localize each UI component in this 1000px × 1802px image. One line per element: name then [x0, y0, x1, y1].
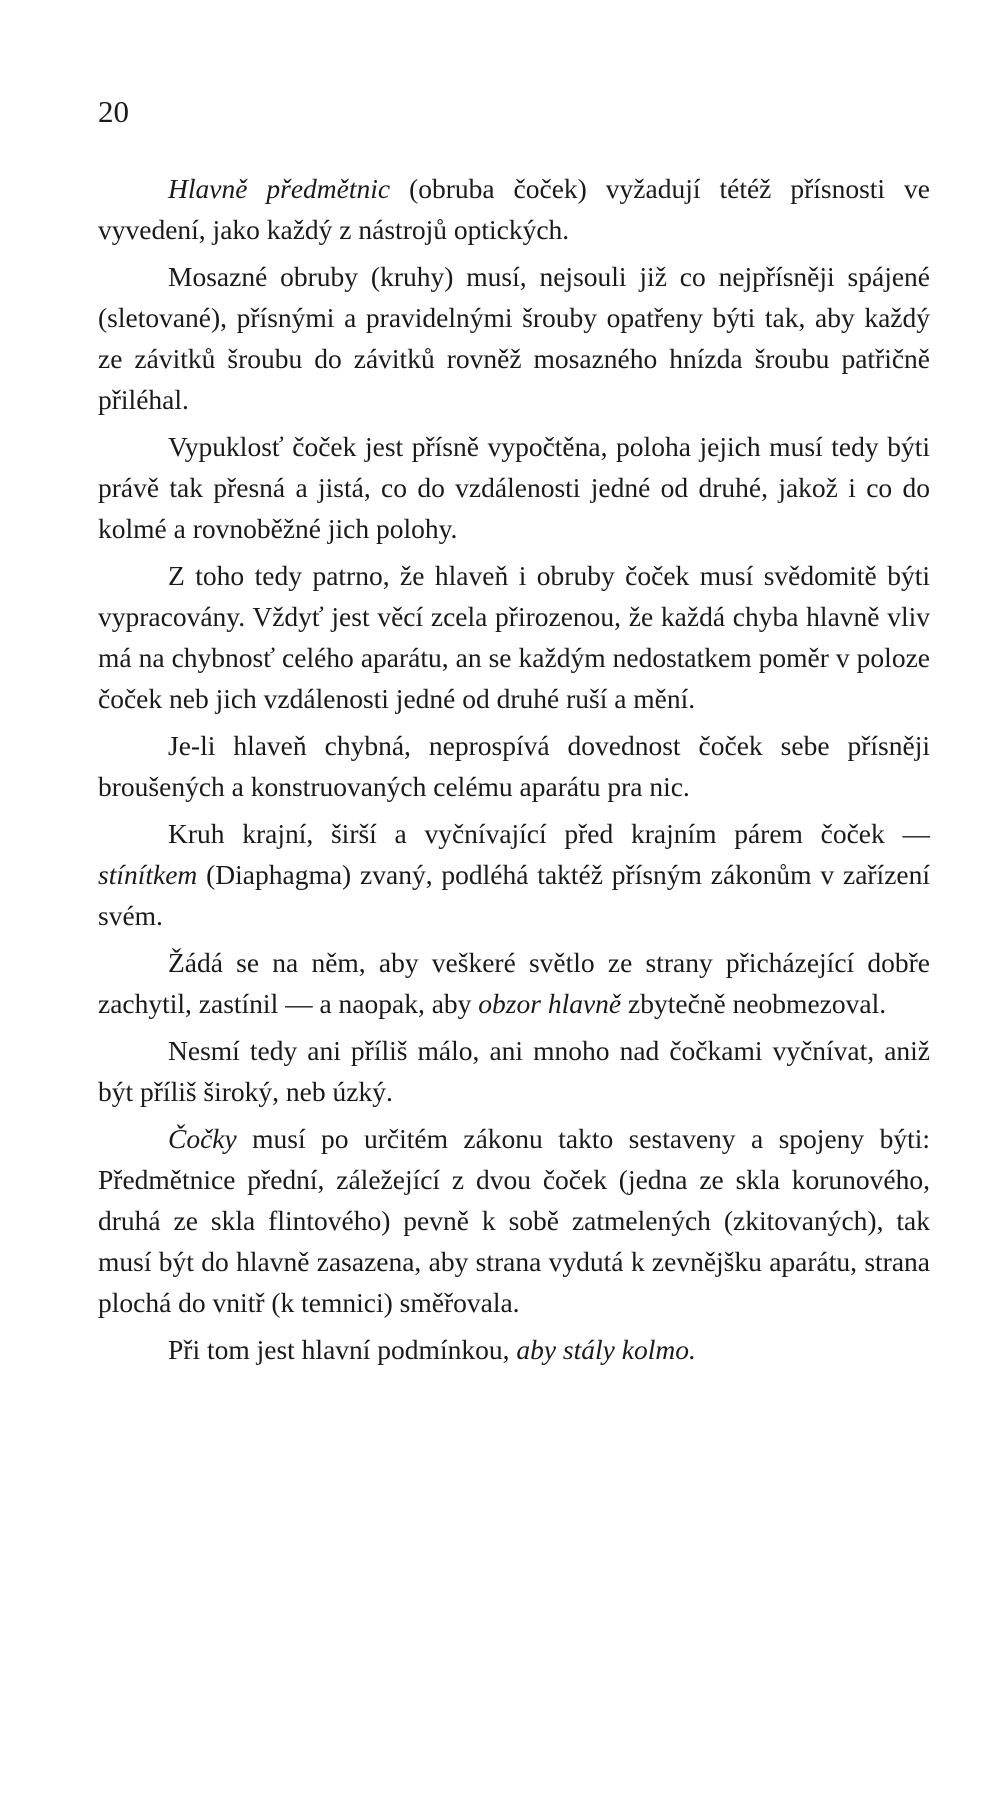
- paragraph-text: Je-li hlaveň chybná, neprospívá dovednost čoček sebe přísněji broušených a konstruovaných celému aparátu pra nic.: [98, 730, 930, 802]
- paragraph: [98, 555, 930, 719]
- italic-text: aby stály kolmo.: [516, 1334, 696, 1365]
- paragraph-text: musí po určitém zákonu takto sestaveny a spojeny býti: Předmětnice přední, záležející z dvou čoček (jedna ze skla korunového, druhá ze skla flintového) pevně k sobě zatmelených (zkitovaných), tak musí být do hlavně zasazena, aby strana vydutá k zevnějšku aparátu, strana plochá do vnitř (k temnici) směřovala.: [98, 1123, 930, 1318]
- paragraph: [98, 1030, 930, 1112]
- italic-text: stínítkem: [98, 859, 198, 890]
- paragraph: [98, 725, 930, 807]
- paragraph-text: Kruh krajní, širší a vyčnívající před krajním párem čoček —: [168, 818, 930, 849]
- italic-text: Hlavně předmětnic: [168, 173, 391, 204]
- italic-text: obzor hlavně: [478, 988, 622, 1019]
- paragraph-text: Z toho tedy patrno, že hlaveň i obruby čoček musí svědomitě býti vypracovány. Vždyť jest věcí zcela přirozenou, že každá chyba hlavně vliv má na chybnosť celého aparátu, an se každým nedostatkem poměr v poloze čoček neb jich vzdálenosti jedné od druhé ruší a mění.: [98, 560, 930, 714]
- paragraph: [98, 942, 930, 1024]
- paragraph-text: Žádá se na něm, aby veškeré světlo ze strany přicházející dobře zachytil, zastínil — a naopak, aby: [98, 947, 930, 1019]
- paragraph-text: (obruba čoček) vyžadují tétéž přísnosti ve vyvedení, jako každý z nástrojů optických.: [98, 173, 930, 245]
- paragraph: [98, 813, 930, 936]
- text-body: [98, 168, 930, 1376]
- paragraph-text: Vypuklosť čoček jest přísně vypočtěna, poloha jejich musí tedy býti právě tak přesná a jistá, co do vzdálenosti jedné od druhé, jakož i co do kolmé a rovnoběžné jich polohy.: [98, 431, 930, 544]
- paragraph-text: (Diaphagma) zvaný, podléhá taktéž přísným zákonům v zařízení svém.: [98, 859, 930, 931]
- paragraph: [98, 256, 930, 420]
- paragraph: [98, 1329, 930, 1370]
- paragraph-text: zbytečně neobmezoval.: [621, 988, 887, 1019]
- paragraph: [98, 426, 930, 549]
- page-number: 20: [98, 94, 129, 129]
- paragraph-text: Nesmí tedy ani příliš málo, ani mnoho nad čočkami vyčnívat, aniž být příliš široký, neb úzký.: [98, 1035, 930, 1107]
- paragraph: [98, 1118, 930, 1323]
- italic-text: Čočky: [168, 1123, 237, 1154]
- paragraph-text: Mosazné obruby (kruhy) musí, nejsouli již co nejpřísněji spájené (sletované), přísnými a pravidelnými šrouby opatřeny býti tak, aby každý ze závitků šroubu do závitků rovněž mosazného hnízda šroubu patřičně přiléhal.: [98, 261, 930, 415]
- paragraph: [98, 168, 930, 250]
- paragraph-text: Při tom jest hlavní podmínkou,: [168, 1334, 517, 1365]
